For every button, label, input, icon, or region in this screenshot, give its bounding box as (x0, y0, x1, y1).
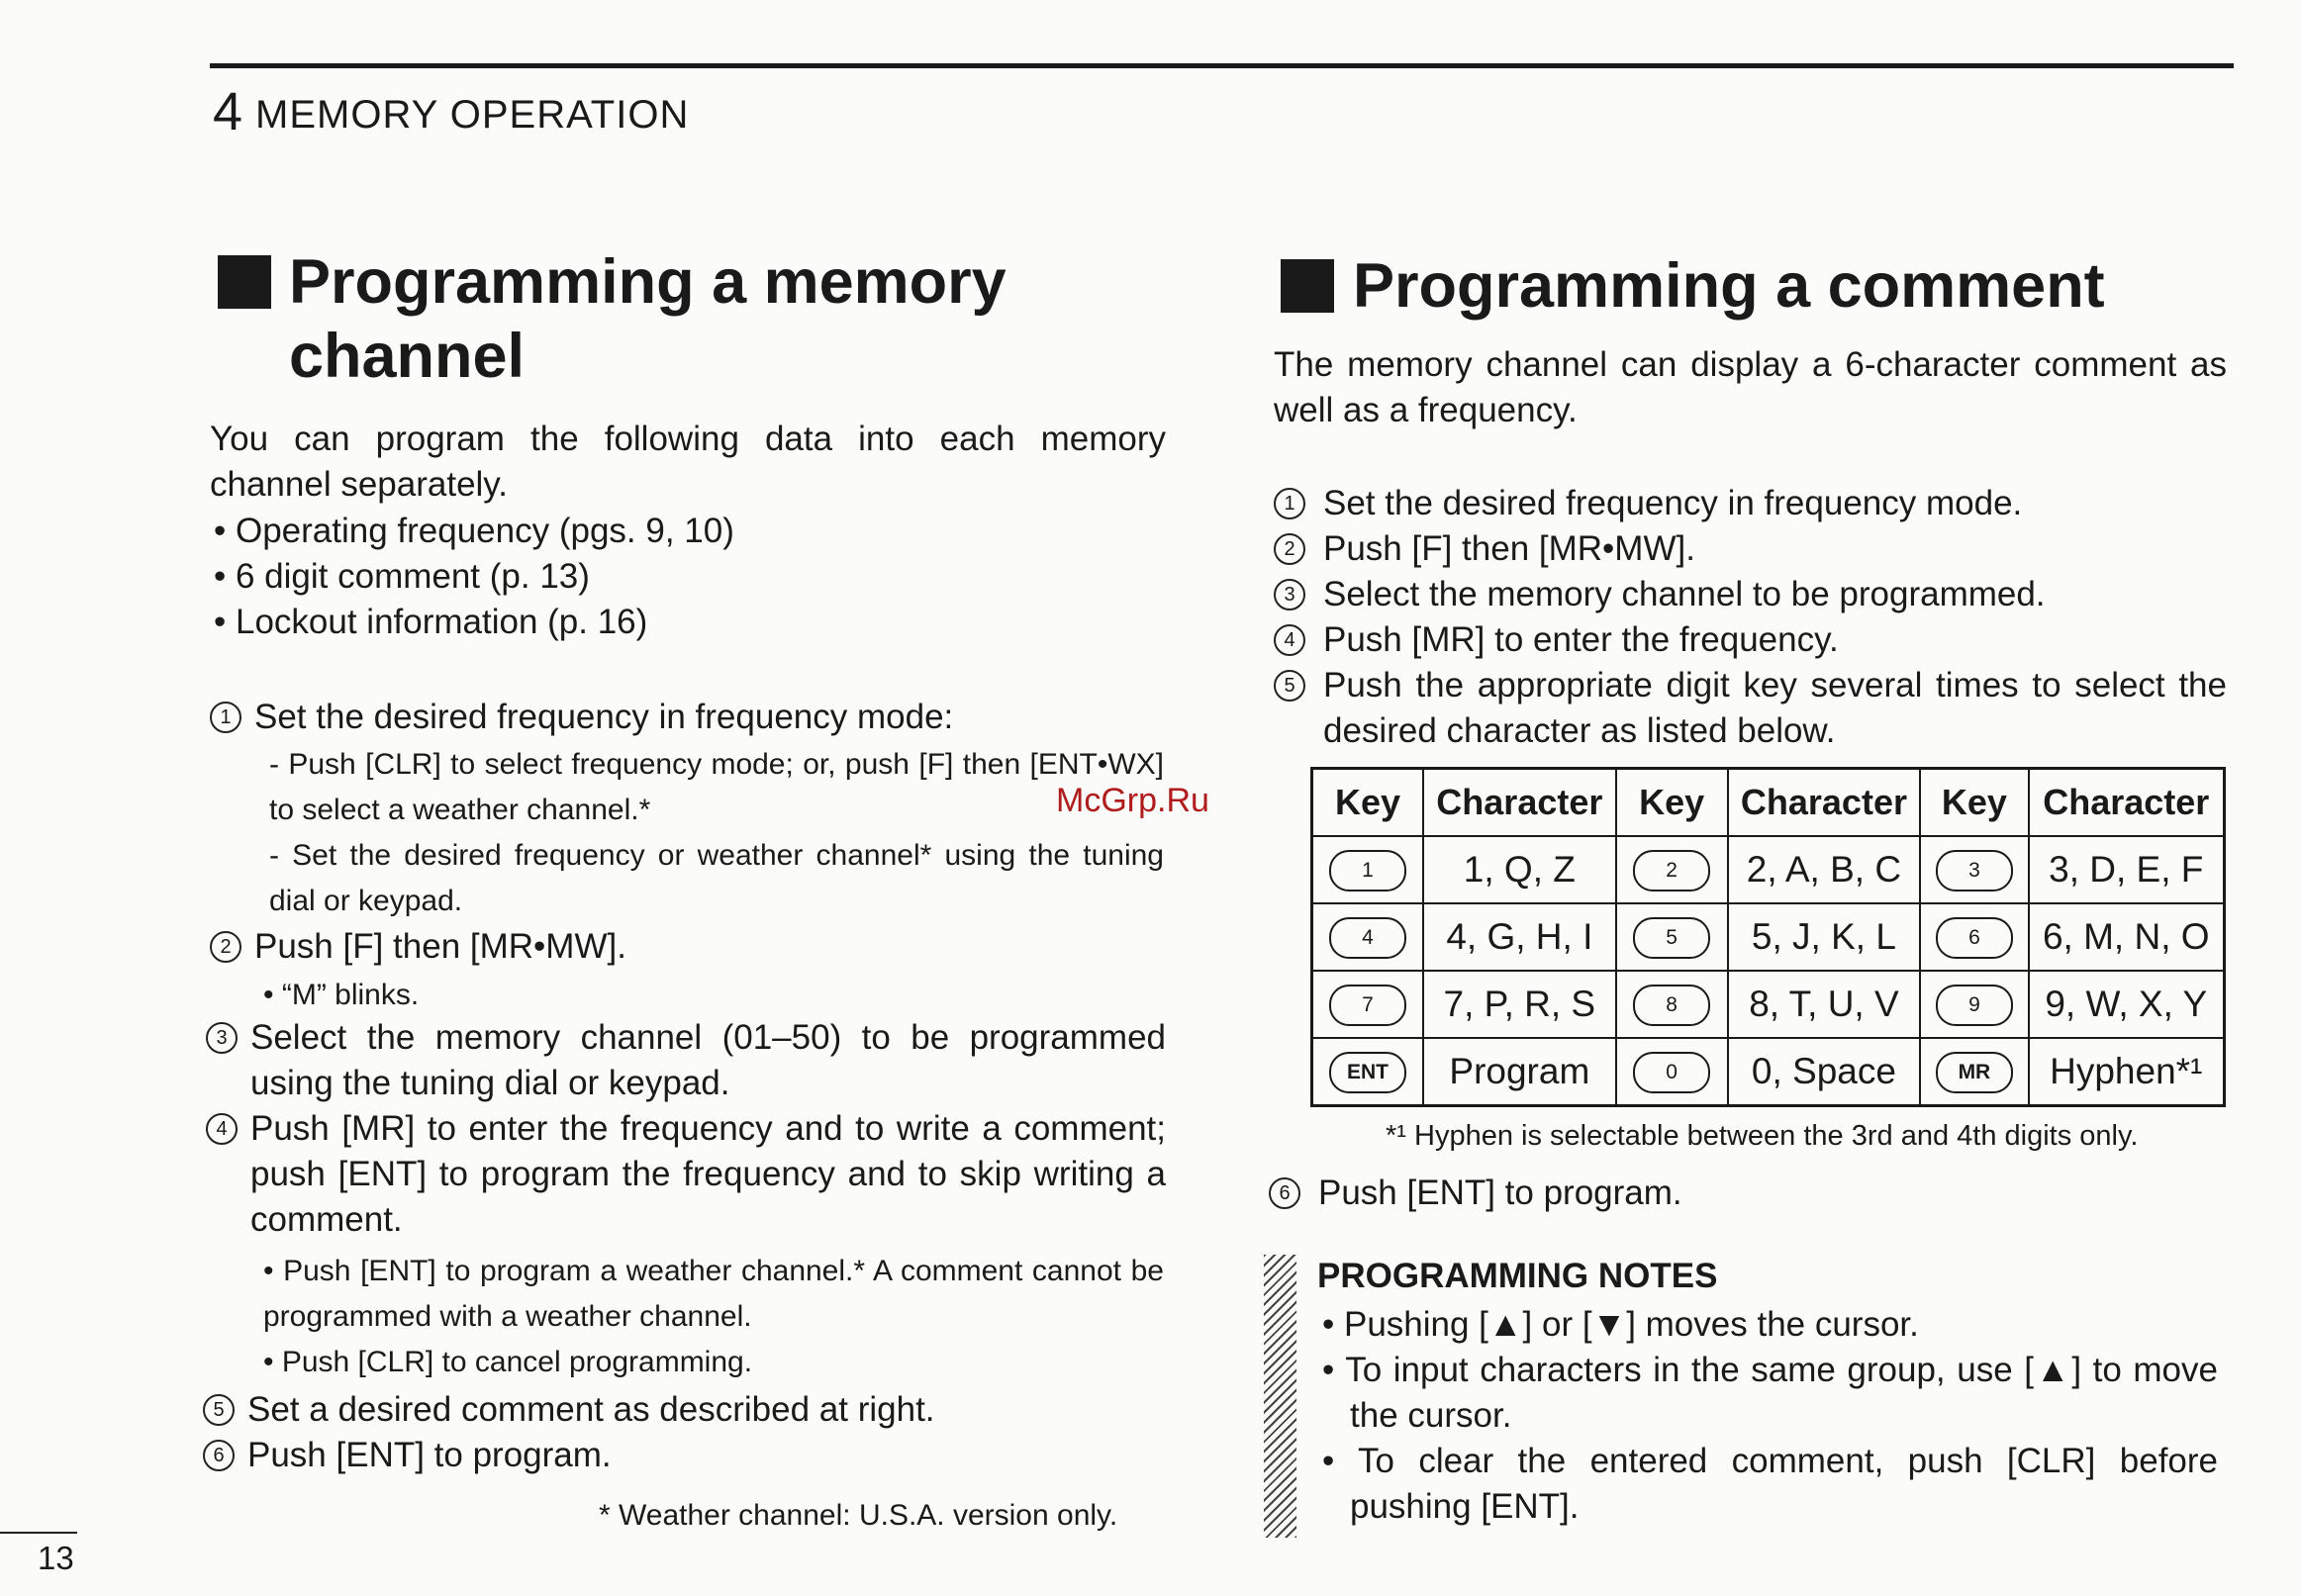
key-cell (1312, 971, 1424, 1038)
left-intro: You can program the following data into each memory channel separately. (210, 420, 1166, 504)
key-4-icon: 4 (1329, 917, 1406, 959)
right-step-2: 2 Push [F] then [MR•MW]. (1274, 526, 2227, 572)
key-8-icon: 8 (1633, 985, 1710, 1026)
character-cell: 5, J, K, L (1728, 903, 1921, 971)
page-number-rule (0, 1532, 77, 1534)
left-step-5: 5 Set a desired comment as described at right. (203, 1387, 1166, 1433)
right-step-3: 3 Select the memory channel to be programmed. (1274, 572, 2227, 617)
note-item: • To clear the entered comment, push [CLR] before pushing [ENT]. (1322, 1442, 2218, 1526)
key-cell (1920, 903, 2028, 971)
right-intro: The memory channel can display a 6-character comment as well as a frequency. (1274, 345, 2227, 429)
key-cell (1616, 836, 1728, 903)
column-header: Key (1312, 769, 1424, 837)
key-cell (1312, 836, 1424, 903)
left-step-4: 4 Push [MR] to enter the frequency and to write a comment; push [ENT] to program the frequency and to skip writing a comment. (206, 1106, 1166, 1243)
watermark: McGrp.Ru (1056, 782, 1209, 819)
column-header: Key (1920, 769, 2028, 837)
key-character-table (1310, 767, 2226, 1107)
step-2-sub: • “M” blinks. (263, 979, 420, 1011)
key-ent-icon: ENT (1329, 1052, 1406, 1093)
step-4-sub-1: • Push [ENT] to program a weather channel.* A comment cannot be programmed with a weather channel. (263, 1255, 1164, 1333)
left-step-3: 3 Select the memory channel (01–50) to be programmed using the tuning dial or keypad. (206, 1015, 1166, 1106)
key-5-icon: 5 (1633, 917, 1710, 959)
character-cell: 6, M, N, O (2029, 903, 2225, 971)
key-6-icon: 6 (1936, 917, 2013, 959)
key-cell (1312, 903, 1424, 971)
chapter-heading (213, 81, 689, 142)
right-step-6: 6 Push [ENT] to program. (1269, 1171, 2227, 1216)
character-cell: Hyphen*¹ (2029, 1038, 2225, 1106)
character-cell: 4, G, H, I (1423, 903, 1616, 971)
left-step-1: 1 Set the desired frequency in frequency mode: (210, 695, 1166, 740)
notes-hatch-bar (1264, 1255, 1296, 1538)
step-number: 4 (1274, 624, 1305, 656)
table-row (1312, 903, 2225, 971)
list-item: • Operating frequency (pgs. 9, 10) (214, 512, 734, 550)
chapter-title: MEMORY OPERATION (255, 93, 690, 137)
column-header: Key (1616, 769, 1728, 837)
key-cell (1616, 903, 1728, 971)
right-step-1: 1 Set the desired frequency in frequency mode. (1274, 481, 2227, 526)
key-cell (1920, 971, 2028, 1038)
step-4-sub-2: • Push [CLR] to cancel programming. (263, 1346, 753, 1378)
programming-notes-title: PROGRAMMING NOTES (1317, 1257, 1718, 1295)
table-row (1312, 1038, 2225, 1106)
step-number: 1 (1274, 488, 1305, 519)
character-cell: Program (1423, 1038, 1616, 1106)
left-footnote: * Weather channel: U.S.A. version only. (599, 1499, 1118, 1532)
step-number: 3 (206, 1022, 238, 1054)
character-cell: 9, W, X, Y (2029, 971, 2225, 1038)
character-cell: 1, Q, Z (1423, 836, 1616, 903)
key-1-icon: 1 (1329, 850, 1406, 892)
table-row (1312, 836, 2225, 903)
step-number: 6 (1269, 1177, 1300, 1209)
step-number: 2 (1274, 533, 1305, 565)
step-1-sub-2: - Set the desired frequency or weather channel* using the tuning dial or keypad. (269, 839, 1164, 917)
key-3-icon: 3 (1936, 850, 2013, 892)
key-cell (1312, 1038, 1424, 1106)
step-number: 2 (210, 931, 241, 963)
key-cell (1920, 836, 2028, 903)
step-number: 5 (203, 1394, 235, 1426)
square-bullet-icon (218, 255, 271, 309)
right-step-4: 4 Push [MR] to enter the frequency. (1274, 617, 2227, 663)
square-bullet-icon (1281, 259, 1334, 313)
step-1-sub-1: - Push [CLR] to select frequency mode; or, push [F] then [ENT•WX] to select a weather channel.* (269, 748, 1164, 826)
step-number: 6 (203, 1440, 235, 1471)
table-row (1312, 971, 2225, 1038)
key-mr-icon: MR (1936, 1052, 2013, 1093)
note-item: • Pushing [▲] or [▼] moves the cursor. (1322, 1305, 1919, 1344)
key-cell (1616, 1038, 1728, 1106)
section-title-comment: Programming a comment (1279, 249, 2268, 324)
column-header: Character (2029, 769, 2225, 837)
key-2-icon: 2 (1633, 850, 1710, 892)
key-7-icon: 7 (1329, 985, 1406, 1026)
key-0-icon: 0 (1633, 1052, 1710, 1093)
page-number: 13 (38, 1540, 74, 1576)
character-cell: 2, A, B, C (1728, 836, 1921, 903)
left-step-2: 2 Push [F] then [MR•MW]. (210, 924, 1166, 970)
list-item: • Lockout information (p. 16) (214, 603, 648, 641)
step-number: 3 (1274, 579, 1305, 610)
character-cell: 3, D, E, F (2029, 836, 2225, 903)
table-header-row (1312, 769, 2225, 837)
right-step-5: 5 Push the appropriate digit key several times to select the desired character as listed below. (1274, 663, 2227, 754)
list-item: • 6 digit comment (p. 13) (214, 557, 590, 596)
chapter-number: 4 (213, 82, 244, 141)
header-rule (210, 63, 2234, 68)
step-number: 4 (206, 1113, 238, 1145)
character-cell: 0, Space (1728, 1038, 1921, 1106)
note-item: • To input characters in the same group, use [▲] to move the cursor. (1322, 1351, 2218, 1435)
key-9-icon: 9 (1936, 985, 2013, 1026)
key-cell (1616, 971, 1728, 1038)
step-number: 5 (1274, 670, 1305, 702)
section-title-memory-channel: Programming a memory channel (214, 245, 1203, 394)
character-cell: 8, T, U, V (1728, 971, 1921, 1038)
left-step-6: 6 Push [ENT] to program. (203, 1433, 1166, 1478)
step-number: 1 (210, 702, 241, 733)
column-header: Character (1423, 769, 1616, 837)
table-footnote: *¹ Hyphen is selectable between the 3rd and 4th digits only. (1386, 1120, 2139, 1152)
key-cell (1920, 1038, 2028, 1106)
column-header: Character (1728, 769, 1921, 837)
character-cell: 7, P, R, S (1423, 971, 1616, 1038)
